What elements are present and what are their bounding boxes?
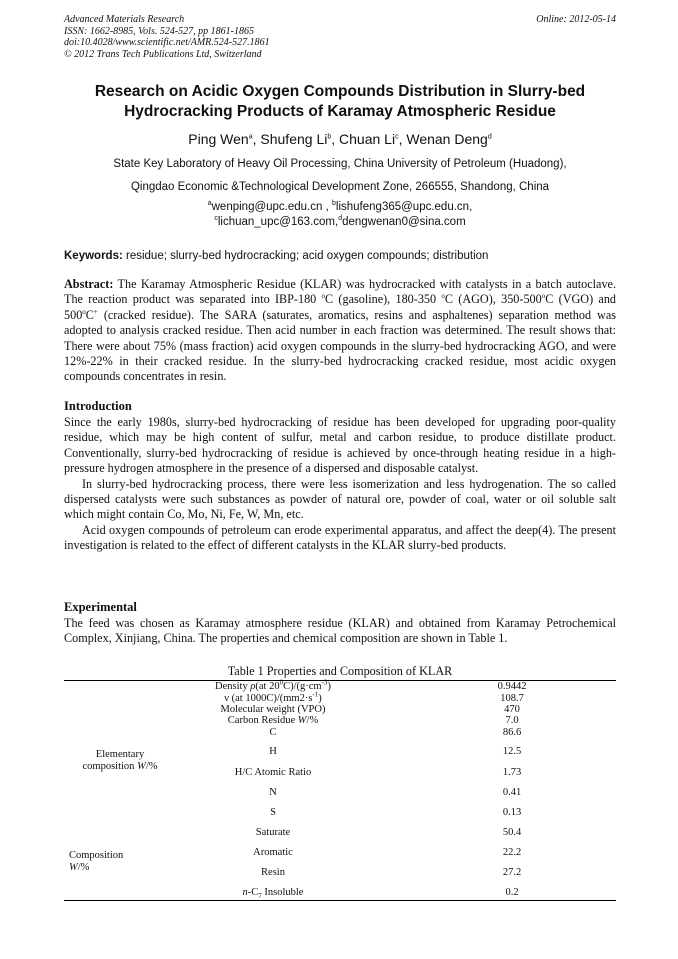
table-row-label: Carbon Residue W/% [227, 715, 319, 726]
table-group-elementary: Elementary composition W/% [82, 749, 158, 772]
table-row-value: 86.6 [502, 727, 522, 738]
table-row-label: Saturate [255, 827, 291, 838]
table-row-value: 470 [504, 704, 520, 715]
author-affil-mark: d [487, 133, 492, 141]
author-emails [64, 200, 616, 230]
table-row-value: 0.41 [502, 787, 522, 798]
keywords [64, 250, 616, 262]
issn-line: ISSN: 1662-8985, Vols. 524-527, pp 1861-1865 [64, 25, 254, 37]
doi-line[interactable]: doi:10.4028/www.scientific.net/AMR.524-527.1861 [64, 37, 270, 48]
degree-mark: o [441, 292, 445, 301]
affiliation-line-1: State Key Laboratory of Heavy Oil Processing, China University of Petroleum (Huadong), [113, 158, 567, 170]
online-date: Online: 2012-05-14 [536, 14, 616, 25]
journal-header [64, 14, 616, 60]
author-affil-mark: c [395, 133, 399, 141]
abstract-text: C [85, 307, 94, 322]
email-mark: b [332, 200, 336, 208]
table-bottom-rule [64, 900, 616, 901]
table-row-label: Molecular weight (VPO) [220, 704, 326, 715]
email-d[interactable]: dengwenan0@sina.com [342, 216, 466, 228]
abstract [64, 277, 616, 385]
email-mark: d [338, 215, 343, 223]
table-row-label: Aromatic [253, 847, 293, 858]
table-row-value: 1.73 [502, 767, 522, 778]
author-affil-mark: b [327, 133, 332, 141]
experimental-paragraph: The feed was chosen as Karamay atmosphere residue (KLAR) and obtained from Karamay Petrochemical Complex, Xinjiang, China. The properties and chemical composition are shown in Table 1. [64, 616, 616, 646]
intro-paragraph-2: In slurry-bed hydrocracking process, there were less isomerization and less hydrogenation. The so called dispersed catalysts were such substances as powder of natural ore, powder of coal, water or oil soluble salt which might contain Co, Mo, Ni, Fe, W, Mn, etc. [64, 476, 616, 522]
introduction-body [64, 415, 616, 554]
table-row-value: 0.9442 [497, 681, 527, 692]
table-row-value: 27.2 [502, 867, 522, 878]
table-row-value: 108.7 [500, 693, 524, 704]
plus-mark: + [93, 307, 98, 316]
table-row-label: H/C Atomic Ratio [234, 767, 312, 778]
table-row-value: 0.13 [502, 807, 522, 818]
table-row-label: N [269, 787, 277, 798]
email-mark: c [214, 215, 218, 223]
keywords-label: Keywords: [64, 250, 123, 262]
author-list: Ping Wen$^a$, Shufeng Li$^b$, Chuan Li$^c$, Wenan Deng$^d$ [188, 131, 492, 147]
author-name: Wenan Deng [406, 131, 488, 147]
intro-paragraph-1: Since the early 1980s, slurry-bed hydrocracking of residue has been developed for upgrading poor-quality residue, which may be high content of sulfur, metal and carbon residue, to produce distillate product. Conventionally, slurry-bed hydrocracking of residue is achieved by once-through heating residue in a high-pressure hydrogen atmosphere in the presence of a dispersed and disposable catalyst. [64, 415, 616, 476]
degree-mark: o [321, 292, 326, 301]
table-row-value: 50.4 [502, 827, 522, 838]
table-row-value: 0.2 [505, 887, 519, 898]
abstract-label: Abstract: [64, 277, 114, 291]
section-heading-experimental: Experimental [64, 600, 137, 614]
table-group-composition: Composition W/% [69, 850, 124, 873]
paper-title [64, 82, 616, 122]
journal-name: Advanced Materials Research [64, 14, 185, 25]
email-b[interactable]: lishufeng365@upc.edu.cn, [335, 201, 473, 213]
affiliation-line-2: Qingdao Economic &Technological Development Zone, 266555, Shandong, China [130, 181, 550, 193]
intro-paragraph-3: Acid oxygen compounds of petroleum can erode experimental apparatus, and affect the deep(4). The present investigation is related to the effect of different catalysts in the KLAR slurry-bed products. [64, 522, 616, 553]
author-name: Shufeng Li [260, 131, 328, 147]
table-row-label: S [270, 807, 276, 818]
table-row-value: 22.2 [502, 847, 522, 858]
author-name: Chuan Li [339, 131, 396, 147]
table-row-value: 7.0 [505, 715, 519, 726]
table-row-value: 12.5 [502, 746, 522, 757]
table-row-label: H [269, 746, 277, 757]
table-row-label: Resin [261, 867, 285, 878]
abstract-text: C (gasoline), 180-350 [325, 292, 442, 307]
author-affil-mark: a [248, 133, 253, 141]
table-caption: Table 1 Properties and Composition of KLAR [227, 664, 453, 678]
email-mark: a [207, 200, 212, 208]
email-c[interactable]: lichuan_upc@163.com, [217, 216, 339, 228]
abstract-text: The Karamay Atmospheric Residue (KLAR) was hydrocracked with catalysts in a batch autoclave. The reaction product was separated into IBP-180 [64, 277, 617, 307]
table-row-label: ν (at $1000C)/(mm2\cdot s^{-1})$ [224, 690, 322, 704]
section-heading-introduction: Introduction [64, 399, 132, 413]
abstract-text: C (VGO) and 500 [64, 292, 617, 322]
abstract-text: C (AGO), 350-500 [444, 292, 542, 307]
copyright-line: © 2012 Trans Tech Publications Ltd, Switzerland [64, 48, 262, 60]
table-row-label: Density ρ(at $20^0C)/(g\cdot cm^{-3})$ [215, 678, 331, 692]
degree-mark: o [541, 292, 546, 301]
degree-mark: o [82, 307, 86, 316]
author-name: Ping Wen [188, 131, 249, 147]
keywords-text: residue; slurry-bed hydrocracking; acid oxygen compounds; distribution [126, 250, 489, 262]
table-row-label: $n-C_7$ Insoluble [242, 887, 304, 901]
table-row-label: C [269, 727, 277, 738]
title-line-2: Hydrocracking Products of Karamay Atmospheric Residue [124, 103, 556, 120]
title-line-1: Research on Acidic Oxygen Compounds Distribution in Slurry-bed [94, 83, 586, 100]
email-a[interactable]: wenping@upc.edu.cn , [211, 201, 329, 213]
abstract-text: (cracked residue). The SARA (saturates, aromatics, resins and asphaltenes) separation method was adopted to analysis cracked residue. Then acid number in each fraction was determined. The result shows that: There were about 75% (mass fraction) acid oxygen compounds in the slurry-bed hydrocracking AGO, and were 12%-22% in their cracked residue. In the slurry-bed hydrocracking cracked residue, most acidic oxygen compounds concentrates in resin. [64, 307, 616, 384]
